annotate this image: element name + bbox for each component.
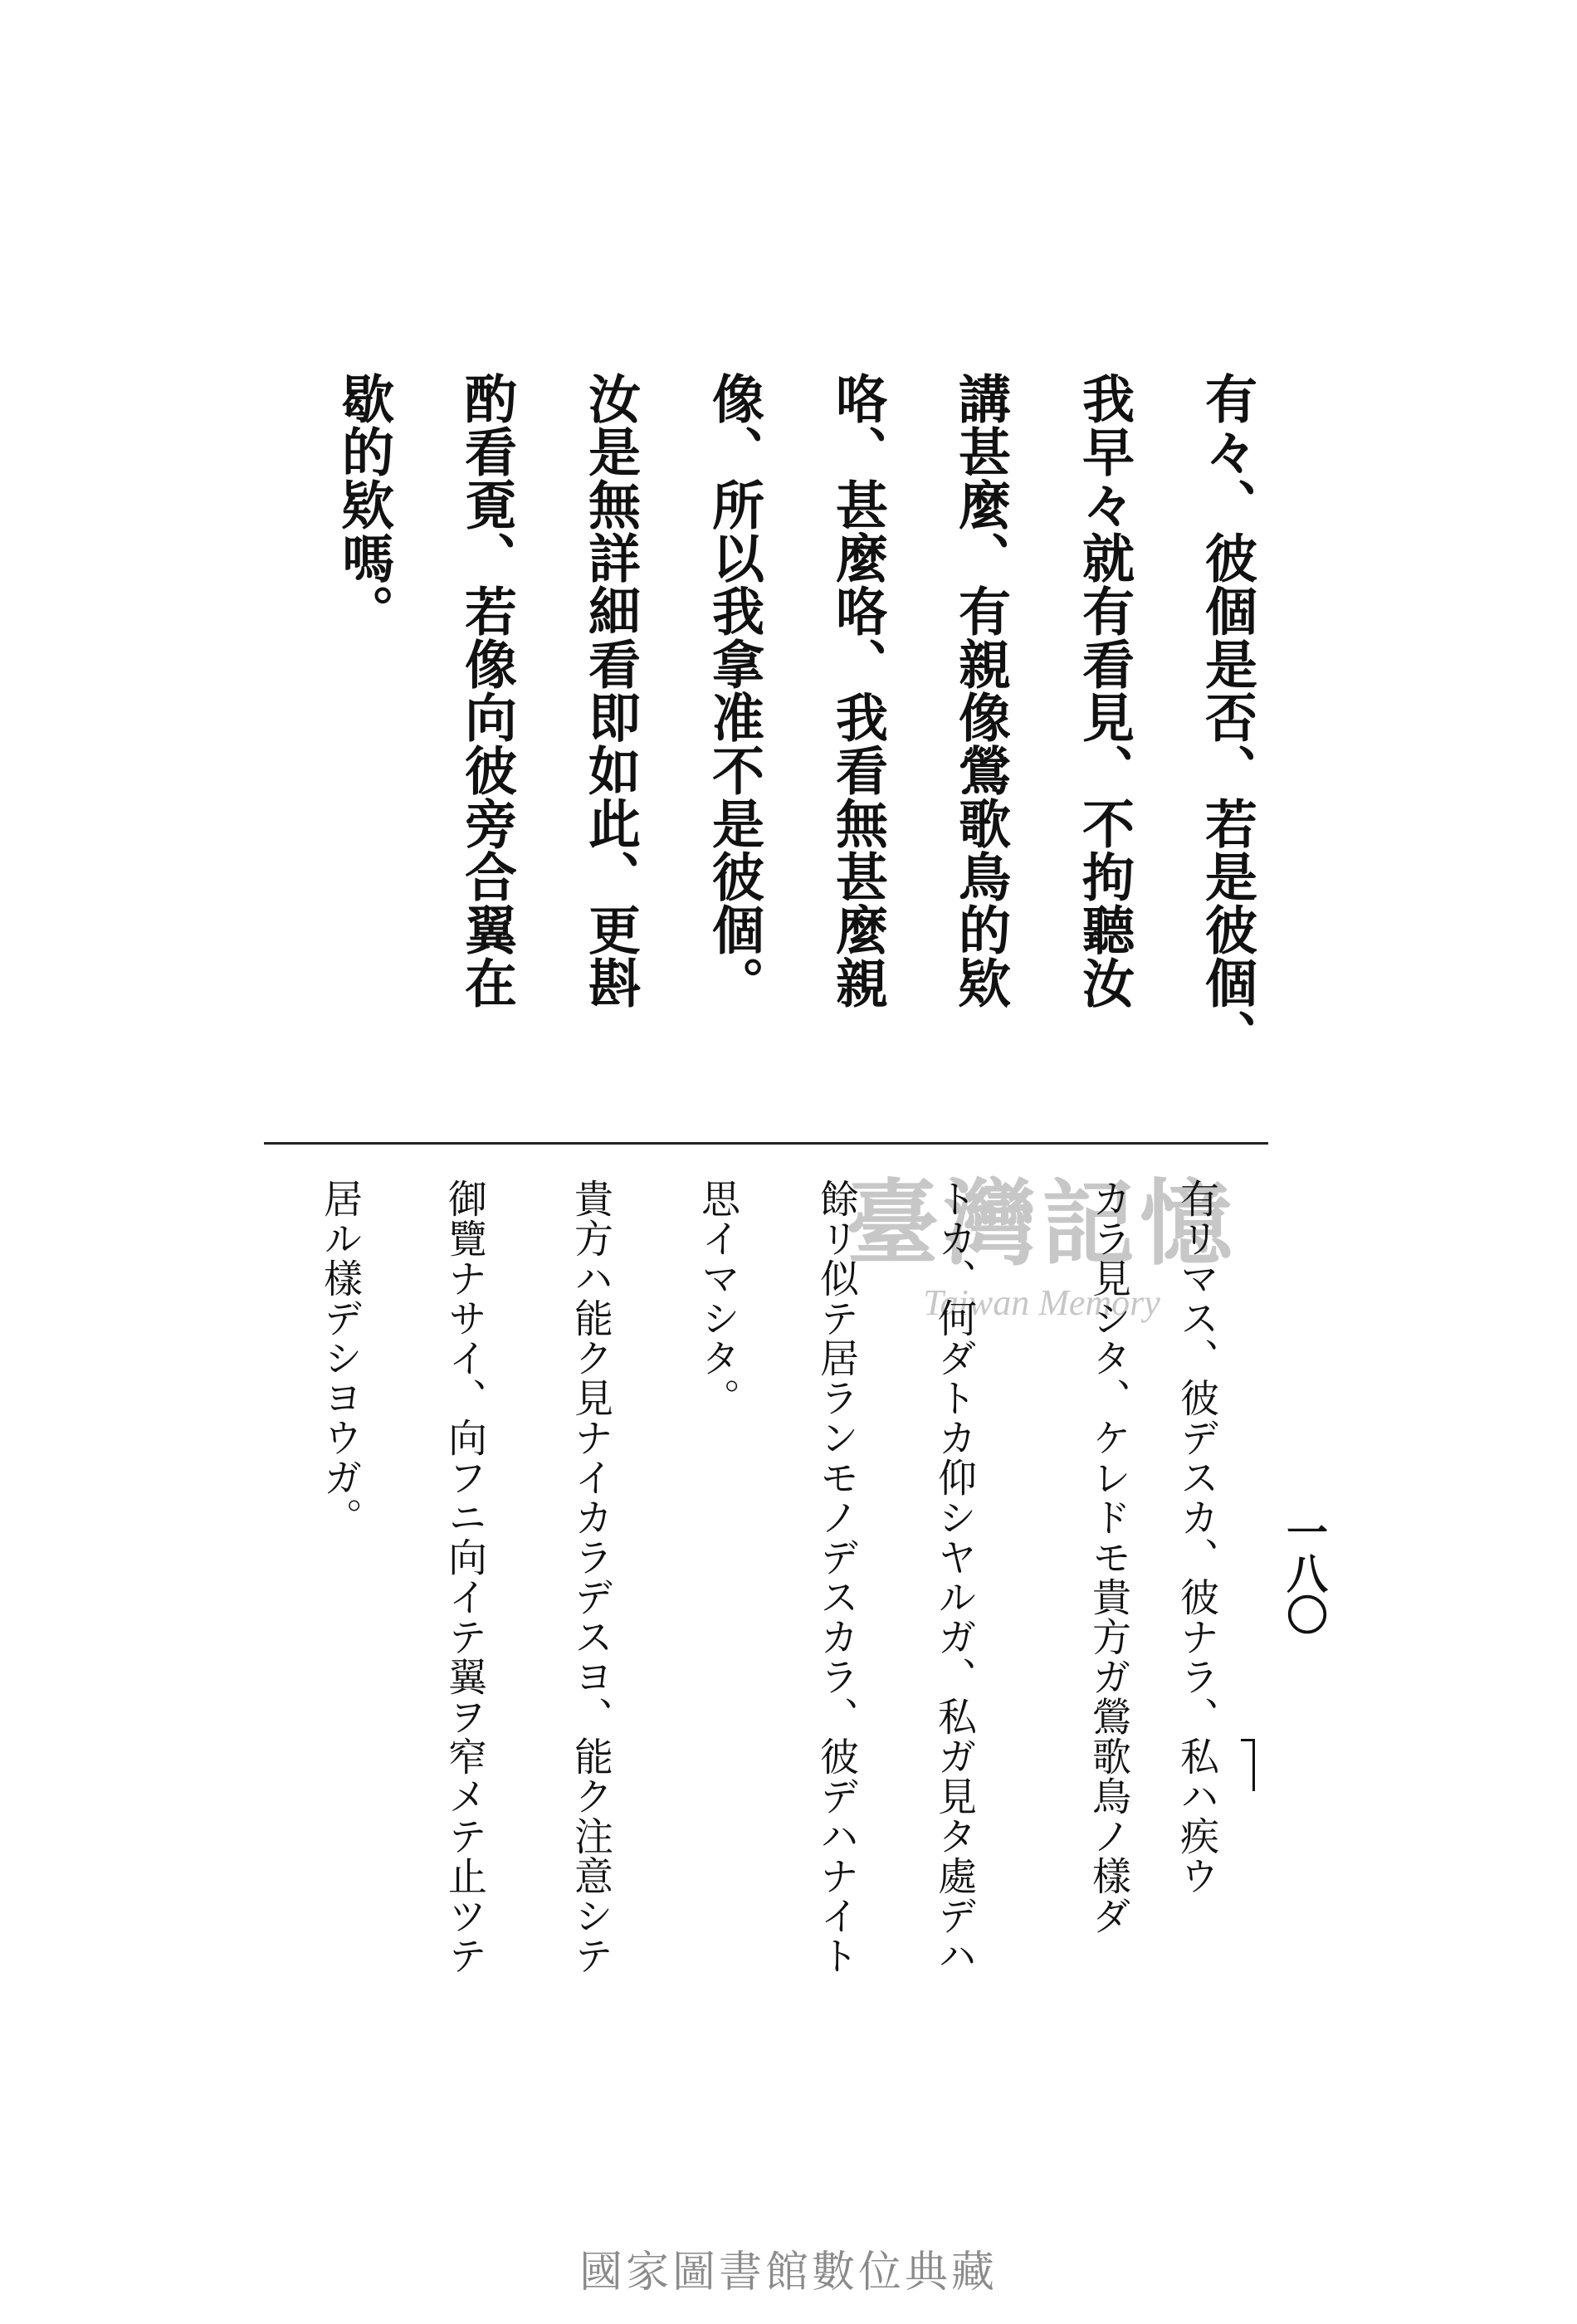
- archive-footer: 國家圖書館數位典藏: [579, 2248, 998, 2297]
- upper-column-8: 歇的欵嗎。: [334, 372, 395, 637]
- upper-column-1: 有々、彼個是否、若是彼個、: [1197, 372, 1258, 1062]
- watermark-english: Taiwan Memory: [923, 1282, 1160, 1323]
- section-divider: [264, 1142, 1268, 1145]
- upper-column-2: 我早々就有看見、不拘聽汝: [1074, 372, 1135, 1009]
- upper-column-7: 酌看覔、若像向彼旁合翼在: [456, 372, 518, 1009]
- lower-column-3: トカ、何ダトカ仰シヤルガ、私ガ見タ處デハ: [931, 1179, 977, 1975]
- kagi-bracket-mark: [1241, 1739, 1255, 1791]
- watermark-chinese: 臺灣記憶: [846, 1170, 1238, 1278]
- lower-column-2: カラ見シタ、ケレドモ貴方ガ鶯歌鳥ノ樣ダ: [1086, 1179, 1131, 1936]
- lower-column-7: 御覽ナサイ、向フニ向イテ翼ヲ窄メテ止ツテ: [442, 1179, 487, 1975]
- page-number: 一八〇: [1280, 1511, 1329, 1635]
- upper-column-6: 汝是無詳細看即如此、更斟: [580, 372, 642, 1009]
- upper-column-4: 咯、甚麼咯、我看無甚麼親: [828, 372, 889, 1009]
- lower-column-6: 貴方ハ能ク見ナイカラデスヨ、能ク注意シテ: [568, 1179, 613, 1975]
- upper-column-5: 像、所以我拿准不是彼個。: [704, 372, 765, 1009]
- lower-column-5: 思イマシタ。: [695, 1179, 740, 1418]
- upper-column-3: 講甚麼、有親像鶯歌鳥的欵: [950, 372, 1012, 1009]
- lower-column-1: 有リマス、彼デスカ、彼ナラ、私ハ疾ウ: [1174, 1179, 1219, 1896]
- lower-column-4: 餘リ似テ居ランモノデスカラ、彼デハナイト: [813, 1179, 859, 1975]
- lower-column-8: 居ル樣デシヨウガ。: [317, 1179, 363, 1537]
